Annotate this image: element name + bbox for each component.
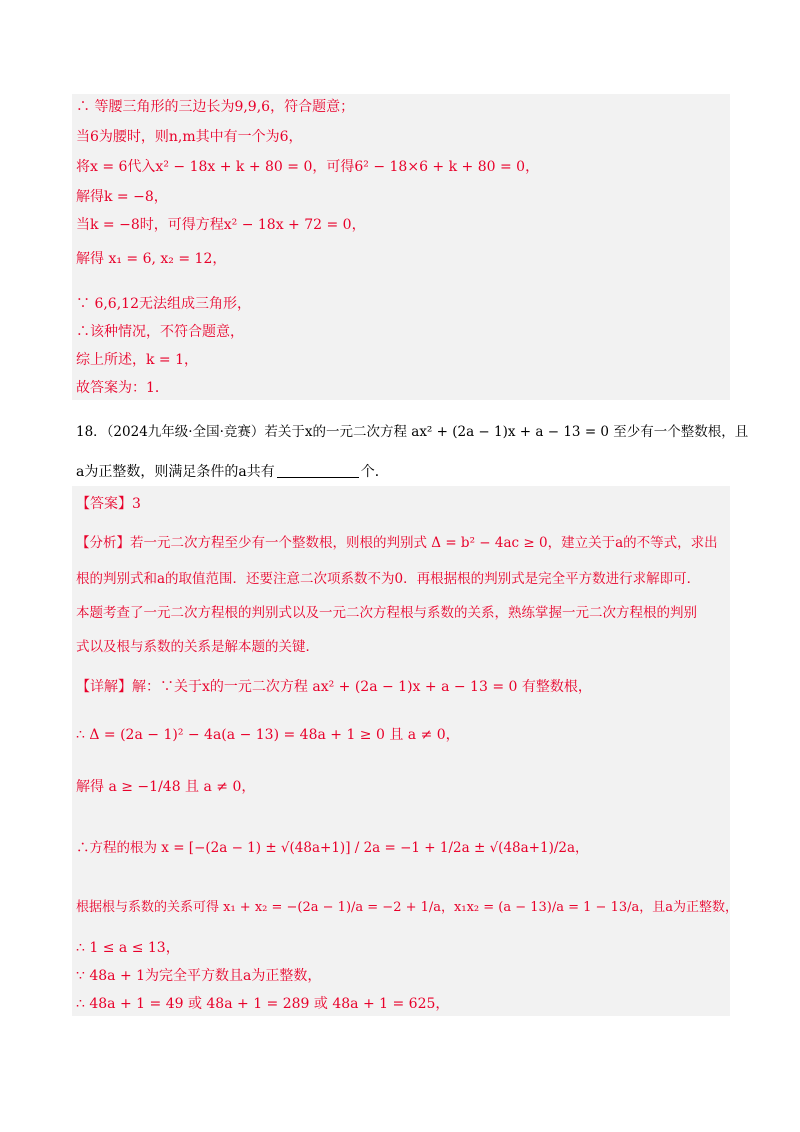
solution-line: ∵ 6,6,12无法组成三角形， bbox=[76, 296, 251, 312]
solution-line: 解得 x₁ = 6, x₂ = 12， bbox=[76, 251, 227, 267]
detail-line: ∵ 48a + 1为完全平方数且a为正整数， bbox=[76, 968, 322, 984]
answer-line bbox=[76, 494, 728, 514]
solution-line: 将x = 6代入x² − 18x + k + 80 = 0，可得6² − 18×6 + k + 80 = 0， bbox=[76, 159, 540, 175]
answer-label: 【答案】 bbox=[76, 496, 132, 512]
analysis-text: 若一元二次方程至少有一个整数根，则根的判别式 Δ = b² − 4ac ≥ 0，建立关于a的不等式，求出 bbox=[130, 535, 718, 551]
detail-line: 解得 a ≥ −1/48 且 a ≠ 0， bbox=[76, 779, 256, 795]
detail-line: ∴ 48a + 1 = 49 或 48a + 1 = 289 或 48a + 1 = 625， bbox=[76, 996, 450, 1012]
problem-text-line2 bbox=[76, 462, 728, 482]
solution-line: 当6为腰时，则n,m其中有一个为6， bbox=[76, 129, 303, 145]
solution-line: 解得k = −8， bbox=[76, 189, 168, 205]
answer-blank bbox=[277, 463, 359, 478]
detail-line: ∴方程的根为 x = [−(2a − 1) ± √(48a+1)] / 2a = −1 + 1/2a ± √(48a+1)/2a， bbox=[76, 840, 589, 856]
solution-shade-bottom bbox=[72, 486, 739, 1016]
analysis-line: 本题考查了一元二次方程根的判别式以及一元二次方程根与系数的关系，熟练掌握一元二次方程根的判别 bbox=[76, 605, 697, 621]
detail-text: 解：∵关于x的一元二次方程 ax² + (2a − 1)x + a − 13 = 0 有整数根， bbox=[132, 679, 592, 695]
analysis-line: 根的判别式和a的取值范围．还要注意二次项系数不为0．再根据根的判别式是完全平方数进行求解即可． bbox=[76, 571, 701, 587]
detail-line: ∴ Δ = (2a − 1)² − 4a(a − 13) = 48a + 1 ≥ 0 且 a ≠ 0， bbox=[76, 727, 460, 743]
detail-label: 【详解】 bbox=[76, 679, 132, 695]
solution-line: 当k = −8时，可得方程x² − 18x + 72 = 0， bbox=[76, 217, 366, 233]
solution-line: 故答案为：1． bbox=[76, 380, 169, 396]
problem-text-line1: 18．（2024九年级·全国·竞赛）若关于x的一元二次方程 ax² + (2a − 1)x + a − 13 = 0 至少有一个整数根，且 bbox=[76, 424, 749, 440]
analysis-line bbox=[76, 533, 728, 553]
problem-text-before-blank: a为正整数，则满足条件的a共有 bbox=[76, 464, 275, 480]
analysis-line: 式以及根与系数的关系是解本题的关键． bbox=[76, 639, 319, 655]
detail-line: 根据根与系数的关系可得 x₁ + x₂ = −(2a − 1)/a = −2 + 1/a，x₁x₂ = (a − 13)/a = 1 − 13/a，且a为正整数， bbox=[76, 900, 739, 915]
solution-line: ∴ 等腰三角形的三边长为9,9,6，符合题意； bbox=[76, 99, 355, 115]
solution-line: ∴该种情况，不符合题意， bbox=[76, 324, 244, 340]
analysis-label: 【分析】 bbox=[76, 535, 130, 551]
answer-value: 3 bbox=[132, 496, 141, 512]
detail-line bbox=[76, 677, 728, 697]
problem-text-after-blank: 个． bbox=[360, 464, 389, 480]
detail-line: ∴ 1 ≤ a ≤ 13， bbox=[76, 940, 180, 956]
solution-line: 综上所述，k = 1， bbox=[76, 352, 199, 368]
